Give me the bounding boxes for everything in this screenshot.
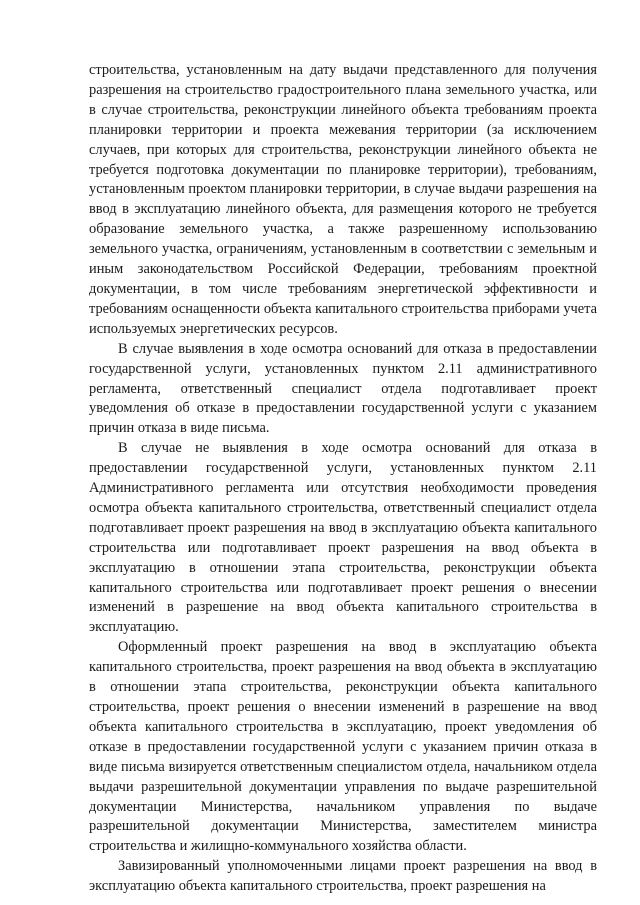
paragraph-no-refusal-case: В случае не выявления в ходе осмотра оснований для отказа в предоставлении государственной услуги, установленных пунктом 2.11 Административного регламента или отсутствия необходимости проведения осмотра объекта капитального строительства, ответственный специалист отдела подготавливает проект разрешения на ввод в эксплуатацию объекта капитального строительства или подготавливает проект разрешения на ввод объекта в эксплуатацию в отношении этапа строительства, реконструкции объекта капитального строительства или подготавливает проект решения о внесении изменений в разрешение на ввод объекта капитального строительства в эксплуатацию. — [89, 440, 597, 636]
paragraph-endorsed-draft: Завизированный уполномоченными лицами проект разрешения на ввод в эксплуатацию объекта капитального строительства, проект разрешения на — [89, 858, 597, 895]
document-body — [89, 61, 597, 897]
paragraph-continued: строительства, установленным на дату выдачи представленного для получения разрешения на строительство градостроительного плана земельного участка, или в случае строительства, реконструкции линейного объекта требованиям проекта планировки территории и проекта межевания территории (за исключением случаев, при которых для строительства, реконструкции линейного объекта не требуется подготовка документации по планировке территории), требованиям, установленным проектом планировки территории, в случае выдачи разрешения на ввод в эксплуатацию линейного объекта, для размещения которого не требуется образование земельного участка, а также разрешенному использованию земельного участка, ограничениям, установленным в соответствии с земельным и иным законодательством Российской Федерации, требованиям проектной документации, в том числе требованиям энергетической эффективности и требованиям оснащенности объекта капитального строительства приборами учета используемых энергетических ресурсов. — [89, 62, 597, 337]
paragraph-refusal-case: В случае выявления в ходе осмотра оснований для отказа в предоставлении государственной услуги, установленных пунктом 2.11 административного регламента, ответственный специалист отдела подготавливает проект уведомления об отказе в предоставлении государственной услуги с указанием причин отказа в виде письма. — [89, 340, 597, 437]
paragraph-draft-approval: Оформленный проект разрешения на ввод в эксплуатацию объекта капитального строительства, проект разрешения на ввод объекта в эксплуатацию в отношении этапа строительства, реконструкции объекта капитального строительства, проект решения о внесении изменений в разрешение на ввод объекта капитального строительства в эксплуатацию, проект уведомления об отказе в предоставлении государственной услуги с указанием причин отказа в виде письма визируется ответственным специалистом отдела, начальником отдела выдачи разрешительной документации управления по выдаче разрешительной документации Министерства, начальником управления по выдаче разрешительной документации Министерства, заместителем министра строительства и жилищно-коммунального хозяйства области. — [89, 639, 597, 855]
